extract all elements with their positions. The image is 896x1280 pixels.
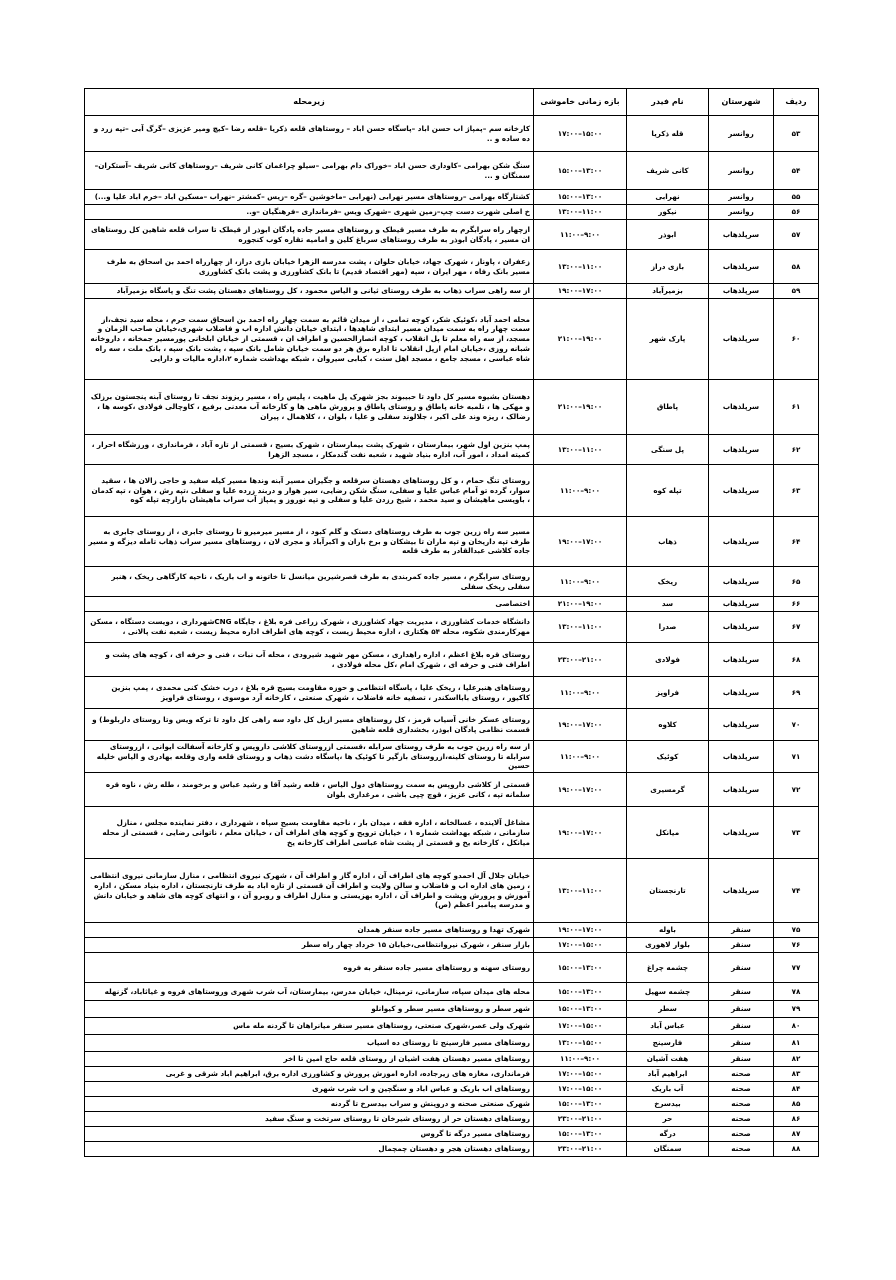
row-area: روستای تنگ حمام ، و کل روستاهای دهستان سرقلعه و جگیران مسیر آبنه وندها مسیر کیله سفید و حاجی زالان ها ، سقید سوار، گرده تو آمام عباس علیا و سفلی، سنگ شکن رضایی، سیر هوار و دربند زرده علیا و سفلی ،تپه رش ، هوان ، تپه کدمان ، باویسی ماهیشان و سید محمد ، شیخ رزدن علیا و سفلی و تپه نوروز و پمپاژ آب سراب ماهیشان بازارچه تپله کوه [85,465,534,517]
row-time: ۱۵:۰۰–۱۷:۰۰ [534,1018,627,1035]
header-city: شهرستان [709,89,774,116]
row-city: صحنه [709,1082,774,1097]
row-index: ۵۹ [774,284,819,299]
row-city: سنقر [709,1052,774,1067]
row-feeder: کانی شریف [627,152,709,190]
row-area: از سه راهی سراب ذهاب به طرف روستای ثیانی و الیاس محمود ، کل روستاهای دهستان پشت تنگ و پاسگاه بزمیرآباد [85,284,534,299]
table-row [85,1035,819,1052]
row-index: ۵۴ [774,152,819,190]
row-index: ۶۲ [774,435,819,465]
row-index: ۶۰ [774,299,819,380]
row-area: دانشگاه خدمات کشاورزی ، مدیریت جهاد کشاورزی ، شهرک زراعی فره بلاغ ، جایگاه CNGشهرداری ، دویست دستگاه ، مسکن مهرکارمندی شکوه، محله ۵۴ هکتاری ، اداره محیط زیست ، کوچه های اطراف اداره محیط زیست ، شعبه نفت پالانی ، [85,612,534,643]
table-row [85,1052,819,1067]
row-area: خ اصلی شهرت دست چپ–زمین شهری –شهرک ویس –فرمانداری –فرهنگیان –و.. [85,205,534,220]
row-time: ۱۵:۰۰–۱۷:۰۰ [534,938,627,953]
row-city: روانسر [709,152,774,190]
row-index: ۷۲ [774,773,819,807]
row-city: سنقر [709,923,774,938]
row-time: ۱۳:۰۰–۱۵:۰۰ [534,983,627,1001]
row-area: قسمتی از کلاشی داروپس به سمت روستاهای دول الیاس ، قلعه رشید آقا و رشید عباس و برخومند ، طله رش ، ناوه قره سلمانه تپه ، کانی عزیز ، قوچ چپی باشی ، مرغداری بلوان [85,773,534,807]
row-area: سنگ شکن بهرامی –کاوداری حسن اباد –خوراک دام بهرامی –سیلو چراغمان کانی شریف –روستاهای کانی شریف –آستکران–سمنگان و ... [85,152,534,190]
row-time: ۹:۰۰–۱۱:۰۰ [534,741,627,773]
table-row [85,250,819,284]
row-area: از سه راه زرین جوب به طرف روستای سرابله ،قسمتی ازروستای کلاشی داروپس و کارخانه آسفالت ایوانی ، ازروستای سرابله تا روستای کلینه،ازروستای بازگیر تا کوئیک ها ،پاسگاه دشت ذهاب و روستای قلعه واری وقلعه بهادری و الیاس خلیله حسین [85,741,534,773]
row-time: ۲۱:۰۰–۲۳:۰۰ [534,1142,627,1157]
row-city: سرپلذهاب [709,807,774,859]
row-feeder: میانکل [627,807,709,859]
row-city: سنقر [709,938,774,953]
row-time: ۱۳:۰۰–۱۵:۰۰ [534,152,627,190]
row-feeder: ریخک [627,567,709,597]
outage-table-container [84,88,819,1157]
table-row [85,465,819,517]
row-area: شهرک صنعتی صحنه و دروینش و سراب بیدسرخ تا گردنه [85,1097,534,1112]
row-area: روستاهای مسیر دهستان هفت اشیان از روستای قلعه حاج امین تا اخر [85,1052,534,1067]
row-time: ۱۷:۰۰–۱۹:۰۰ [534,807,627,859]
row-city: سرپلذهاب [709,250,774,284]
row-city: سرپلذهاب [709,643,774,677]
row-city: سرپلذهاب [709,859,774,923]
row-feeder: فولادی [627,643,709,677]
table-row [85,517,819,567]
row-time: ۱۵:۰۰–۱۷:۰۰ [534,1067,627,1082]
row-area: روستای سهنه و روستاهای مسیر جاده سنقر به فروه [85,953,534,983]
row-time: ۱۷:۰۰–۱۹:۰۰ [534,284,627,299]
row-time: ۹:۰۰–۱۱:۰۰ [534,677,627,709]
row-feeder: صدرا [627,612,709,643]
table-row [85,773,819,807]
row-area: روستاهای هنبرعلیا ، ریخک علیا ، پاسگاه انتظامی و حوزه مقاومت بسیج قره بلاغ ، درب خشک کنی محمدی ، پمپ بنزین کاکیور ، روستای بابااسکندر ، تصفیه خانه فاضلاب ، شهرک صنعتی ، کارخانه آرد موسوی ، روستای فراویز [85,677,534,709]
row-feeder: نیکور [627,205,709,220]
row-feeder: آب باریک [627,1082,709,1097]
row-time: ۹:۰۰–۱۱:۰۰ [534,567,627,597]
row-time: ۹:۰۰–۱۱:۰۰ [534,220,627,250]
row-time: ۱۵:۰۰–۱۳:۰۰ [534,1035,627,1052]
table-row [85,677,819,709]
row-city: صحنه [709,1067,774,1082]
row-city: سرپلذهاب [709,597,774,612]
row-time: ۱۱:۰۰–۱۳:۰۰ [534,205,627,220]
row-feeder: تارنجستان [627,859,709,923]
row-area: روستای سرابگرم ، مسیر جاده کمربندی به طرف قصرشیرین میانسل تا خاتونه و اب باریک ، ناحیه کارگاهی ریخک ، هنبر سفلی ریخک سفلی [85,567,534,597]
row-city: سرپلذهاب [709,567,774,597]
row-feeder: کوئیک [627,741,709,773]
row-city: سرپلذهاب [709,220,774,250]
row-feeder: باوله [627,923,709,938]
row-time: ۱۷:۰۰–۱۹:۰۰ [534,773,627,807]
table-row [85,435,819,465]
row-city: سرپلذهاب [709,465,774,517]
table-row [85,597,819,612]
row-index: ۷۵ [774,923,819,938]
row-index: ۶۹ [774,677,819,709]
row-feeder: تپله کوه [627,465,709,517]
row-city: سرپلذهاب [709,380,774,435]
row-area: دهستان بشیوه مسیر کل داود تا حبیبوند بجز شهرک پل ماهیت ، پلیس راه ، مسیر ریزوند نجف تا روستای آبنه پنجستون برزلک و مهکی ها ، تلمبه خانه پاطاق و روستای پاطاق و پرورش ماهی ها و کارخانه آب معدنی برفیع ، کاوچالی فولادی ،کوسه ها ، رضالک ، ریزه وند علی اکبر ، جلالوند سفلی و علیا ، بلوان ، ، کلاهمال ، پیران [85,380,534,435]
row-city: سنقر [709,1018,774,1035]
row-index: ۵۵ [774,190,819,205]
row-index: ۸۶ [774,1112,819,1127]
row-area: شهرک تهدا و روستاهای مسیر جاده سنقر همدان [85,923,534,938]
row-feeder: قله ذکریا [627,116,709,152]
row-time: ۲۱:۰۰–۲۳:۰۰ [534,1112,627,1127]
table-row [85,953,819,983]
table-row [85,983,819,1001]
row-city: سرپلذهاب [709,299,774,380]
table-row [85,643,819,677]
row-time: ۱۳:۰۰–۱۵:۰۰ [534,190,627,205]
row-feeder: بیدسرخ [627,1097,709,1112]
row-time: ۱۱:۰۰–۱۳:۰۰ [534,250,627,284]
table-row [85,612,819,643]
row-city: سنقر [709,1001,774,1018]
row-feeder: پارک شهر [627,299,709,380]
row-feeder: فراویز [627,677,709,709]
outage-schedule-table [84,88,819,1157]
row-index: ۵۷ [774,220,819,250]
row-area: روستاهای دهستان هجر و دهستان چمچمال [85,1142,534,1157]
row-city: صحنه [709,1112,774,1127]
row-index: ۶۸ [774,643,819,677]
row-feeder: فارسینج [627,1035,709,1052]
row-index: ۵۸ [774,250,819,284]
table-row [85,284,819,299]
table-row [85,1001,819,1018]
row-area: بازار سنقر ، شهرک نیروانتظامی،خیابان ۱۵ خرداد چهار راه سطر [85,938,534,953]
row-index: ۶۶ [774,597,819,612]
row-time: ۱۵:۰۰–۱۷:۰۰ [534,1082,627,1097]
row-city: روانسر [709,116,774,152]
row-time: ۱۹:۰۰–۲۱:۰۰ [534,380,627,435]
table-row [85,741,819,773]
row-index: ۷۴ [774,859,819,923]
table-row [85,567,819,597]
row-index: ۶۵ [774,567,819,597]
row-time: ۱۷:۰۰–۱۹:۰۰ [534,517,627,567]
row-feeder: درگه [627,1127,709,1142]
row-index: ۸۱ [774,1035,819,1052]
row-time: ۱۷:۰۰–۱۹:۰۰ [534,709,627,741]
row-city: صحنه [709,1127,774,1142]
row-time: ۲۱:۰۰–۲۳:۰۰ [534,643,627,677]
row-area: روستاهای دهستان حر از روستای شیرخان تا روستای سرتخت و سنگ سفید [85,1112,534,1127]
row-area: شهرک ولی عصر،شهرک صنعتی، روستاهای مسیر سنقر میانراهان تا گردنه مله ماس [85,1018,534,1035]
row-area: مشاغل آلاینده ، غسالخانه ، اداره فقه ، میدان بار ، ناحیه مقاومت بسیج سپاه ، شهرداری ، دفتر نماینده مجلس ، منازل سازمانی ، شبکه بهداشت شماره ۱ ، خیابان ترویج و کوچه های اطراف آن ، خیابان معلم ، ناتوانی رضایی ، قسمتی از محله میانکل ، کارخانه یخ و قسمتی از پشت شاه عباسی اطراف کارخانه یخ [85,807,534,859]
row-area: روستاهای مسیر فارسینج تا روستای ده اسیاب [85,1035,534,1052]
row-area: کشتارگاه بهرامی –روستاهای مسیر نهرابی (نهرابی –ماخوشین –گره –زیس –کمشتر –نهراب –مسکین اباد –خرم اباد علیا و...) [85,190,534,205]
row-index: ۷۰ [774,709,819,741]
table-row [85,709,819,741]
row-area: زعفران ، پاوناز ، شهرک جهاد، خیابان حلوان ، پشت مدرسه الزهرا خیابان بازی دراز، از چهارراه احمد بن اسحاق به طرف مسیر بانک رفاه ، مهر ایران ، سپه (مهر اقتصاد قدیم) تا بانک کشاورزی و پشت بانک کشاورزی [85,250,534,284]
table-row [85,1082,819,1097]
table-row [85,205,819,220]
row-feeder: عباس آباد [627,1018,709,1035]
row-area: اختصاصی [85,597,534,612]
row-index: ۶۷ [774,612,819,643]
row-feeder: بلوار لاهوری [627,938,709,953]
table-row [85,1127,819,1142]
row-time: ۱۹:۰۰–۲۱:۰۰ [534,299,627,380]
row-index: ۷۸ [774,983,819,1001]
row-area: مسیر سه راه زرین جوب به طرف روستاهای دستک و گلم کبود ، از مسیر میرمیرو تا روستای جابری ، از روستای جابری به طرف تپه داریخان و تپه ماران تا بیشکان و برخ باران و اکبرآباد و مجری لان ، روستاهای مسیر سراب ذهاب تامله دیزگه و مسیر جاده کلاشی عبدالقادر به طرف قلعه [85,517,534,567]
table-row [85,923,819,938]
row-city: سرپلذهاب [709,741,774,773]
row-feeder: پاطاق [627,380,709,435]
row-feeder: چشمه سهیل [627,983,709,1001]
table-row [85,299,819,380]
row-feeder: هفت آشیان [627,1052,709,1067]
row-city: سرپلذهاب [709,612,774,643]
row-area: خیابان جلال آل احمدو کوچه های اطراف آن ، اداره گاز و اطراف آن ، شهرک نیروی انتظامی ، منازل سازمانی نیروی انتظامی ، زمین های اداره اب و فاضلاب و سالن ولایت و اطراف آن قسمتی از تازه اباد به طرف تارنجستان ، اداره بنیاد مسکن ، اداره آموزش و پرورش وپشت و اطراف آن ، اداره بهزیستی و منازل اطراف و روبرو آن ، و انتهای کوچه های شاهد و خیابان دانش و مدرسه پیامبر اعظم (ص) [85,859,534,923]
row-area: روستاهای اب باریک و عباس اباد و سنگچین و اب شرب شهری [85,1082,534,1097]
row-feeder: گرمسیری [627,773,709,807]
row-time: ۱۹:۰۰–۲۱:۰۰ [534,597,627,612]
row-time: ۱۵:۰۰–۱۷:۰۰ [534,116,627,152]
row-index: ۸۲ [774,1052,819,1067]
row-city: سنقر [709,953,774,983]
row-index: ۶۱ [774,380,819,435]
row-feeder: ابراهیم آباد [627,1067,709,1082]
row-feeder: حر [627,1112,709,1127]
row-time: ۱۷:۰۰–۱۹:۰۰ [534,923,627,938]
row-index: ۵۶ [774,205,819,220]
row-index: ۵۳ [774,116,819,152]
table-row [85,859,819,923]
table-row [85,1112,819,1127]
row-area: محله احمد آباد ،کوئیک شکر، کوچه تمامی ، از میدان قائم به سمت چهار راه احمد بن اسحاق سمت حرم ، محله سید نجف،از سمت چهار راه به سمت میدان مسیر ابتدای شاهدها ، ابتدای خیابان دانش اداره اب و فاضلاب شهری،خیابان صاحب الزمان و مسجد، از سه راه معلم تا پل انقلاب ، کوچه انصارالحسین و اطراف ان ، قسمتی از خیابان ابلخانی پورمسیر جمخانه ، داروخانه شبانه روزی ،خیابان امام ازپل انقلاب تا اداره برق هر دو سمت خیابان شامل بانک سپه ، پشت بانک سپه ، بانک ملت ، سه راه شاه عباسی ، مسجد جامع ، مسجد اهل سنت ، کبابی سیروان ، شبکه بهداشت شماره ۲،اداره مالیات و دارایی [85,299,534,380]
row-index: ۸۵ [774,1097,819,1112]
header-area: زیرمحله [85,89,534,116]
row-time: ۹:۰۰–۱۱:۰۰ [534,465,627,517]
row-time: ۹:۰۰–۱۱:۰۰ [534,1052,627,1067]
table-row [85,190,819,205]
row-feeder: سطر [627,1001,709,1018]
table-row [85,380,819,435]
row-time: ۱۱:۰۰–۱۳:۰۰ [534,859,627,923]
row-area: ازچهار راه سرابگرم به طرف مسیر قیطک و روستاهای مسیر جاده پادگان ابوذر از قیطک تا سراب قلعه شاهین کل روستاهای ان مسیر ، پادگان ابوذر به طرف روستاهای سرباغ کلین و امامیه تقاره کوب کنجوره [85,220,534,250]
row-feeder: سد [627,597,709,612]
row-time: ۱۱:۰۰–۱۳:۰۰ [534,435,627,465]
row-city: سرپلذهاب [709,435,774,465]
table-row [85,1142,819,1157]
row-index: ۷۳ [774,807,819,859]
header-index: ردیف [774,89,819,116]
row-feeder: ابوذر [627,220,709,250]
row-feeder: نهرابی [627,190,709,205]
row-area: کارخانه سم –پمپاژ اب حسن اباد –پاسگاه حسن اباد – روستاهای قلعه ذکریا –قلعه رضا –کیچ ومیر عزیزی –گرگ آبی –تپه زرد و ده ساده و .. [85,116,534,152]
row-time: ۱۱:۰۰–۱۳:۰۰ [534,612,627,643]
row-feeder: سمنگان [627,1142,709,1157]
table-row [85,1067,819,1082]
row-feeder: بازی دراز [627,250,709,284]
table-row [85,116,819,152]
row-index: ۷۷ [774,953,819,983]
row-feeder: بزمیرآباد [627,284,709,299]
row-city: سرپلذهاب [709,677,774,709]
row-area: روستاهای مسیر درگه تا گروس [85,1127,534,1142]
row-city: سرپلذهاب [709,773,774,807]
row-city: صحنه [709,1142,774,1157]
row-city: روانسر [709,205,774,220]
row-index: ۷۱ [774,741,819,773]
row-time: ۱۳:۰۰–۱۵:۰۰ [534,1097,627,1112]
row-index: ۶۳ [774,465,819,517]
table-row [85,1097,819,1112]
row-time: ۱۳:۰۰–۱۵:۰۰ [534,1001,627,1018]
row-index: ۷۶ [774,938,819,953]
row-index: ۸۷ [774,1127,819,1142]
row-index: ۸۸ [774,1142,819,1157]
row-area: محله های میدان سپاه، سازمانی، ترمینال، خیابان مدرس، بیمارستان، آب شرب شهری وروستاهای فروه و غیاثاباد، گزنهله [85,983,534,1001]
row-city: سنقر [709,1035,774,1052]
row-feeder: کلاوه [627,709,709,741]
table-header-row [85,89,819,116]
header-time: بازه زمانی خاموشی [534,89,627,116]
row-index: ۶۴ [774,517,819,567]
row-city: سرپلذهاب [709,709,774,741]
row-index: ۸۳ [774,1067,819,1082]
row-area: روستای قره بلاغ اعظم ، اداره راهداری ، مسکن مهر شهید شیرودی ، محله آب نبات ، فنی و حرفه ای ، کوچه های پشت و اطراف فنی و حرفه ای ، شهرک امام ،کل محله فولادی ، [85,643,534,677]
row-time: ۱۳:۰۰–۱۵:۰۰ [534,1127,627,1142]
row-area: روستای عسکر خانی آسیاب قرمز ، کل روستاهای مسیر ازپل کل داود سه راهی کل داود تا ترکه ویس وتا روستای داربلوط) و قسمت نظامی پادگان ابوذر، بخشداری قلعه شاهین [85,709,534,741]
row-area: پمپ بنزین اول شهر، بیمارستان ، شهرک پشت بیمارستان ، شهرک بسیج ، قسمتی از تازه آباد ، فرمانداری ، ورزشگاه احرار ، کمیته امداد ، امور آب، اداره بنیاد شهید ، شعبه نفت گندمکار ، مسجد الزهرا [85,435,534,465]
row-feeder: چشمه چراغ [627,953,709,983]
row-city: صحنه [709,1097,774,1112]
table-row [85,220,819,250]
table-row [85,1018,819,1035]
row-index: ۷۹ [774,1001,819,1018]
row-index: ۸۰ [774,1018,819,1035]
row-city: سنقر [709,983,774,1001]
row-feeder: ذهاب [627,517,709,567]
row-area: شهر سطر و روستاهای مسیر سطر و کیوانلو [85,1001,534,1018]
table-row [85,807,819,859]
table-row [85,938,819,953]
row-index: ۸۴ [774,1082,819,1097]
row-time: ۱۳:۰۰–۱۵:۰۰ [534,953,627,983]
table-row [85,152,819,190]
row-area: فرمانداری، مغازه های زیرجاده، اداره اموزش پرورش و کشاورزی اداره برق، ابراهیم اباد شرقی و غربی [85,1067,534,1082]
row-city: سرپلذهاب [709,517,774,567]
row-city: سرپلذهاب [709,284,774,299]
row-city: روانسر [709,190,774,205]
row-feeder: پل سنگی [627,435,709,465]
header-feeder: نام فیدر [627,89,709,116]
